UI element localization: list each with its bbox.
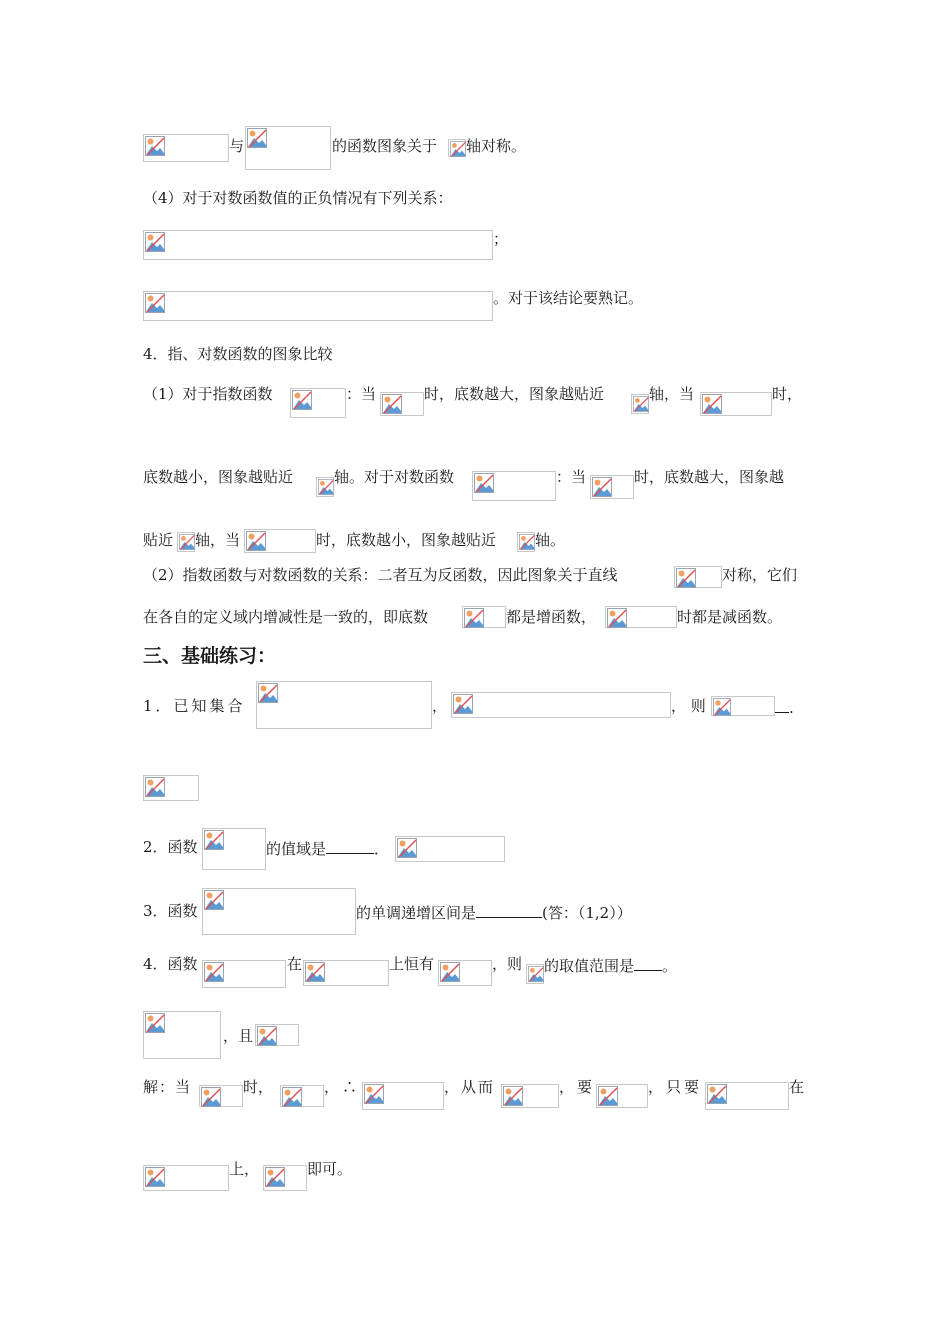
text-l6a: （1）对于指数函数 — [143, 385, 273, 403]
q1-comma: ， — [432, 697, 448, 715]
formula-image — [245, 126, 331, 170]
formula-image — [202, 828, 266, 870]
formula-image — [517, 532, 535, 552]
q4-always: 上恒有 — [389, 955, 435, 973]
formula-image — [605, 606, 677, 628]
text-l6b: ：当 — [346, 385, 377, 403]
formula-image — [256, 681, 432, 729]
formula-image — [303, 960, 389, 986]
semicolon: ； — [493, 230, 509, 248]
text-l8c: 时，底数越小，图象越贴近 — [316, 531, 497, 549]
formula-image — [362, 1082, 444, 1110]
formula-image — [143, 291, 493, 321]
q4-then: ，则 — [492, 955, 523, 973]
sol-e: ，要 — [559, 1078, 596, 1096]
formula-image — [143, 1165, 229, 1191]
formula-image — [255, 1024, 299, 1046]
formula-image — [438, 960, 492, 986]
text-l7b: 轴。对于对数函数 — [334, 468, 455, 486]
formula-image — [380, 392, 424, 416]
formula-image — [143, 134, 229, 162]
q2-range: 的值域是 ． — [266, 840, 390, 858]
formula-image — [631, 394, 649, 414]
heading-4: 4．指、对数函数的图象比较 — [143, 345, 333, 363]
sol-d: ，从而 — [444, 1078, 496, 1096]
formula-image — [280, 1085, 324, 1107]
sol-b: 时， — [243, 1078, 274, 1096]
formula-image — [177, 532, 195, 552]
formula-image — [501, 1084, 559, 1108]
formula-image — [395, 836, 505, 862]
text-yu: 与 — [229, 137, 245, 155]
formula-image — [590, 475, 634, 499]
text-l7c: ：当 — [556, 468, 587, 486]
q4b-and: ，且 — [223, 1027, 254, 1045]
formula-image — [143, 230, 493, 260]
formula-image — [202, 960, 286, 988]
q4-on: 在 — [287, 955, 303, 973]
text-l8b: 轴，当 — [195, 531, 241, 549]
formula-image — [143, 775, 199, 801]
q3-interval: 的单调递增区间是 (答：（1,2）） — [356, 904, 632, 922]
q4-range: 的取值范围是 。 — [544, 957, 678, 975]
q2-text: 2．函数 — [143, 838, 198, 856]
section-title: 三、基础练习： — [143, 645, 277, 667]
text-l7a: 底数越小，图象越贴近 — [143, 468, 294, 486]
formula-image — [462, 606, 506, 628]
text-l7d: 时，底数越大，图象越 — [634, 468, 785, 486]
text-l8a: 贴近 — [143, 531, 174, 549]
formula-image — [596, 1084, 648, 1108]
formula-image — [143, 1011, 221, 1059]
formula-image — [316, 477, 334, 497]
formula-image — [711, 696, 775, 716]
q1-blank: . — [775, 697, 794, 717]
text-l6e: 时， — [772, 385, 803, 403]
formula-image — [451, 692, 671, 718]
formula-image — [448, 139, 466, 157]
formula-image — [705, 1082, 789, 1110]
q4-text: 4．函数 — [143, 955, 198, 973]
sol-c: ，∴ — [324, 1078, 361, 1096]
formula-image — [290, 388, 346, 418]
formula-image — [263, 1165, 307, 1191]
text-symmetric: 的函数图象关于 — [332, 137, 438, 155]
text-l6c: 时，底数越大，图象越贴近 — [424, 385, 605, 403]
paragraph-4: （4）对于对数函数值的正负情况有下列关系： — [143, 189, 453, 207]
formula-image — [526, 964, 544, 984]
text-l10b: 都是增函数， — [506, 608, 597, 626]
text-l9b: 对称，它们 — [722, 566, 798, 584]
sol-f: ，只要 — [648, 1078, 703, 1096]
q3-text: 3．函数 — [143, 902, 198, 920]
formula-image — [700, 392, 772, 416]
text-l9a: （2）指数函数与对数函数的关系：二者互为反函数，因此图象关于直线 — [143, 566, 618, 584]
formula-image — [244, 529, 316, 553]
q1-then: ， 则 — [671, 697, 706, 715]
sol2-b: 即可。 — [307, 1160, 353, 1178]
formula-image — [472, 471, 556, 501]
text-l6d: 轴，当 — [649, 385, 695, 403]
sol-a: 解：当 — [143, 1078, 192, 1096]
formula-image — [202, 888, 356, 935]
sol-g: 在 — [789, 1078, 805, 1096]
text-l10c: 时都是减函数。 — [677, 608, 783, 626]
formula-image — [199, 1085, 243, 1107]
text-remember: 。对于该结论要熟记。 — [493, 289, 644, 307]
text-l8d: 轴。 — [535, 531, 566, 549]
sol2-a: 上， — [229, 1160, 260, 1178]
formula-image — [674, 566, 722, 588]
text-l10a: 在各自的定义域内增减性是一致的，即底数 — [143, 608, 429, 626]
text-axis-sym: 轴对称。 — [466, 137, 527, 155]
q1-text: 1．已知集合 — [143, 697, 246, 715]
